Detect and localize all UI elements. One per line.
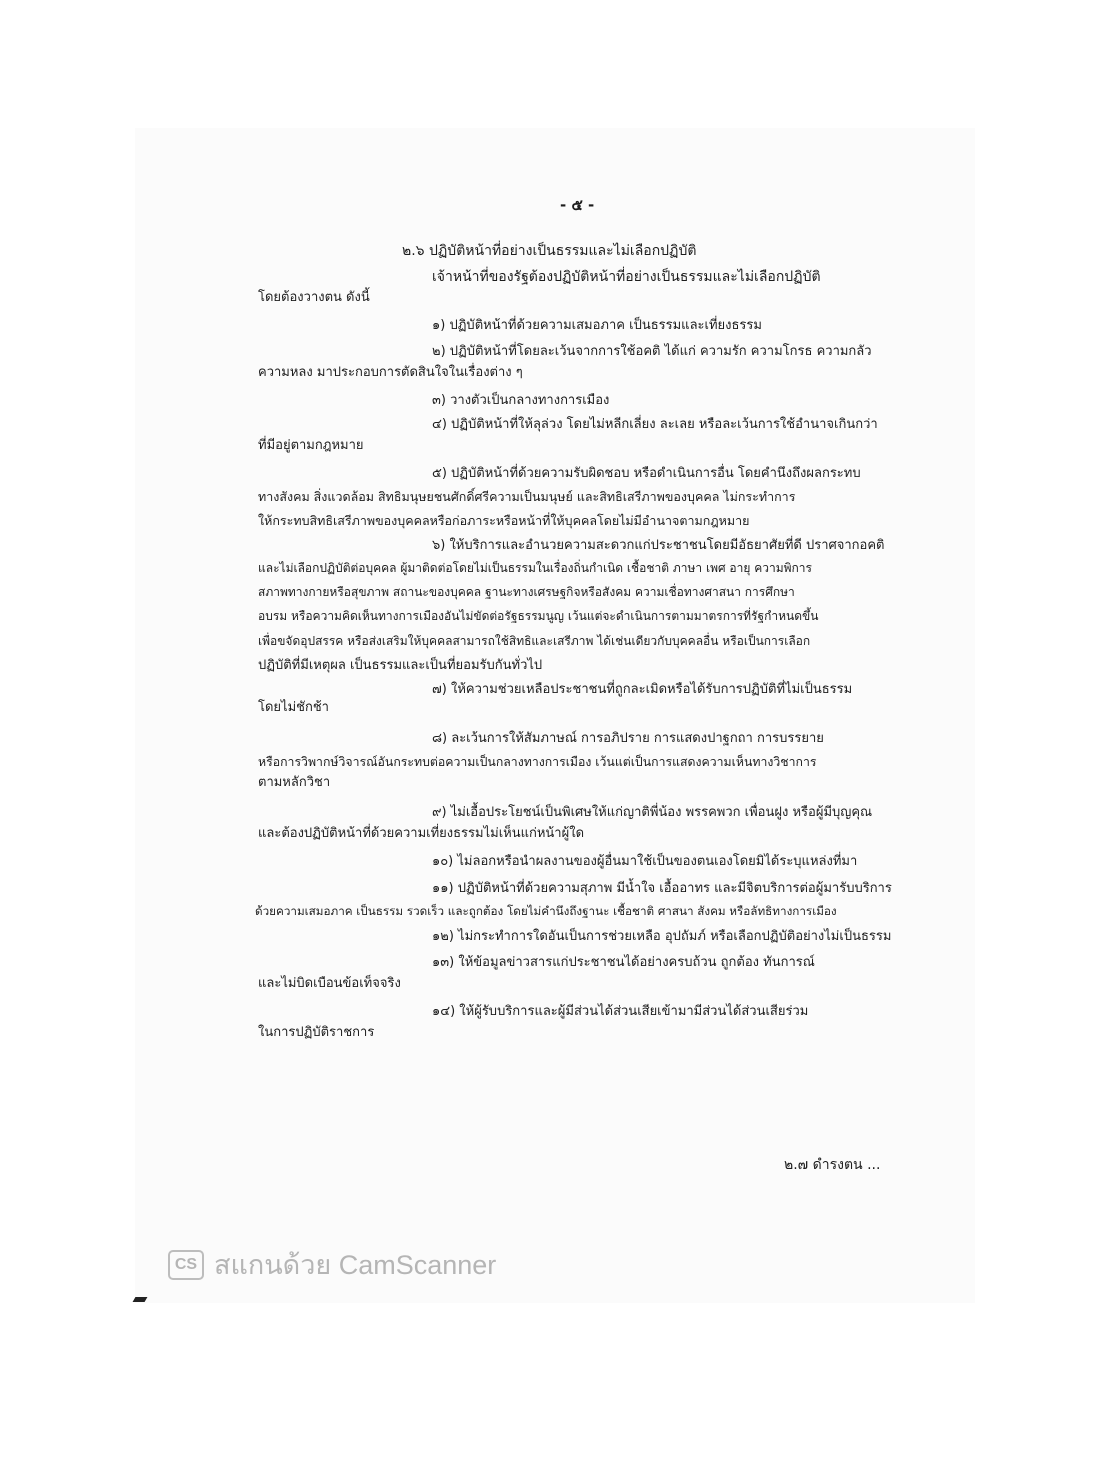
text-line: และไม่บิดเบือนข้อเท็จจริง [258, 976, 401, 991]
text-line: หรือการวิพากษ์วิจารณ์อันกระทบต่อความเป็นกลางทางการเมือง เว้นแต่เป็นการแสดงความเห็นทางวิชาการ [258, 755, 817, 769]
page-number: - ๕ - [560, 196, 595, 214]
section-heading: ๒.๖ ปฏิบัติหน้าที่อย่างเป็นธรรมและไม่เลือกปฏิบัติ [402, 243, 697, 259]
list-item: ๑๓) ให้ข้อมูลข่าวสารแก่ประชาชนได้อย่างครบถ้วน ถูกต้อง ทันการณ์ [432, 955, 815, 970]
text-line: อบรม หรือความคิดเห็นทางการเมืองอันไม่ขัดต่อรัฐธรรมนูญ เว้นแต่จะดำเนินการตามมาตรการที่รัฐกำหนดขึ้น [258, 609, 819, 623]
text-line: และไม่เลือกปฏิบัติต่อบุคคล ผู้มาติดต่อโดยไม่เป็นธรรมในเรื่องถิ่นกำเนิด เชื้อชาติ ภาษา เพศ อายุ ความพิการ [258, 561, 812, 575]
text-line: โดยต้องวางตน ดังนี้ [258, 290, 370, 305]
list-item: ๑) ปฏิบัติหน้าที่ด้วยความเสมอภาค เป็นธรรมและเที่ยงธรรม [432, 318, 762, 333]
text-line: ตามหลักวิชา [258, 775, 331, 790]
list-item: ๑๒) ไม่กระทำการใดอันเป็นการช่วยเหลือ อุปถัมภ์ หรือเลือกปฏิบัติอย่างไม่เป็นธรรม [432, 929, 892, 944]
continuation-footer: ๒.๗ ดำรงตน ... [784, 1157, 881, 1173]
list-item: ๙) ไม่เอื้อประโยชน์เป็นพิเศษให้แก่ญาติพี่น้อง พรรคพวก เพื่อนฝูง หรือผู้มีบุญคุณ [432, 805, 873, 820]
list-item: ๓) วางตัวเป็นกลางทางการเมือง [432, 393, 610, 408]
text-line: ที่มีอยู่ตามกฎหมาย [258, 438, 364, 453]
text-line: ความหลง มาประกอบการตัดสินใจในเรื่องต่าง ๆ [258, 365, 523, 380]
watermark-text: สแกนด้วย CamScanner [214, 1250, 497, 1280]
text-line: เพื่อขจัดอุปสรรค หรือส่งเสริมให้บุคคลสามารถใช้สิทธิและเสรีภาพ ได้เช่นเดียวกับบุคคลอื่น หรือเป็นการเลือก [258, 634, 811, 648]
text-line: ในการปฏิบัติราชการ [258, 1025, 375, 1040]
list-item: ๑๐) ไม่ลอกหรือนำผลงานของผู้อื่นมาใช้เป็นของตนเองโดยมิได้ระบุแหล่งที่มา [432, 854, 858, 869]
list-item: ๖) ให้บริการและอำนวยความสะดวกแก่ประชาชนโดยมีอัธยาศัยที่ดี ปราศจากอคติ [432, 538, 885, 553]
list-item: ๔) ปฏิบัติหน้าที่ให้ลุล่วง โดยไม่หลีกเลี่ยง ละเลย หรือละเว้นการใช้อำนาจเกินกว่า [432, 417, 878, 432]
text-line: ปฏิบัติที่มีเหตุผล เป็นธรรมและเป็นที่ยอมรับกันทั่วไป [258, 658, 543, 673]
camscanner-logo-icon: CS [168, 1250, 204, 1280]
text-line: ให้กระทบสิทธิเสรีภาพของบุคคลหรือก่อภาระหรือหน้าที่ให้บุคคลโดยไม่มีอำนาจตามกฎหมาย [258, 513, 750, 528]
list-item: ๘) ละเว้นการให้สัมภาษณ์ การอภิปราย การแสดงปาฐกถา การบรรยาย [432, 731, 824, 746]
camscanner-watermark [168, 1243, 496, 1286]
list-item: ๕) ปฏิบัติหน้าที่ด้วยความรับผิดชอบ หรือดำเนินการอื่น โดยคำนึงถึงผลกระทบ [432, 466, 861, 481]
text-line: เจ้าหน้าที่ของรัฐต้องปฏิบัติหน้าที่อย่างเป็นธรรมและไม่เลือกปฏิบัติ [432, 269, 821, 285]
text-line: และต้องปฏิบัติหน้าที่ด้วยความเที่ยงธรรมไม่เห็นแก่หน้าผู้ใด [258, 826, 585, 841]
list-item: ๑๑) ปฏิบัติหน้าที่ด้วยความสุภาพ มีน้ำใจ เอื้ออาทร และมีจิตบริการต่อผู้มารับบริการ [432, 881, 892, 896]
text-line: โดยไม่ชักช้า [258, 700, 329, 715]
text-line: สภาพทางกายหรือสุขภาพ สถานะของบุคคล ฐานะทางเศรษฐกิจหรือสังคม ความเชื่อทางศาสนา การศึกษา [258, 585, 795, 599]
text-line: ด้วยความเสมอภาค เป็นธรรม รวดเร็ว และถูกต้อง โดยไม่คำนึงถึงฐานะ เชื้อชาติ ศาสนา สังคม หรือลัทธิทางการเมือง [255, 904, 837, 918]
list-item: ๒) ปฏิบัติหน้าที่โดยละเว้นจากการใช้อคติ ได้แก่ ความรัก ความโกรธ ความกลัว [432, 344, 872, 359]
list-item: ๑๔) ให้ผู้รับบริการและผู้มีส่วนได้ส่วนเสียเข้ามามีส่วนได้ส่วนเสียร่วม [432, 1004, 809, 1019]
list-item: ๗) ให้ความช่วยเหลือประชาชนที่ถูกละเมิดหรือได้รับการปฏิบัติที่ไม่เป็นธรรม [432, 682, 853, 697]
text-line: ทางสังคม สิ่งแวดล้อม สิทธิมนุษยชนศักดิ์ศรีความเป็นมนุษย์ และสิทธิเสรีภาพของบุคคล ไม่กระทำการ [258, 489, 796, 504]
